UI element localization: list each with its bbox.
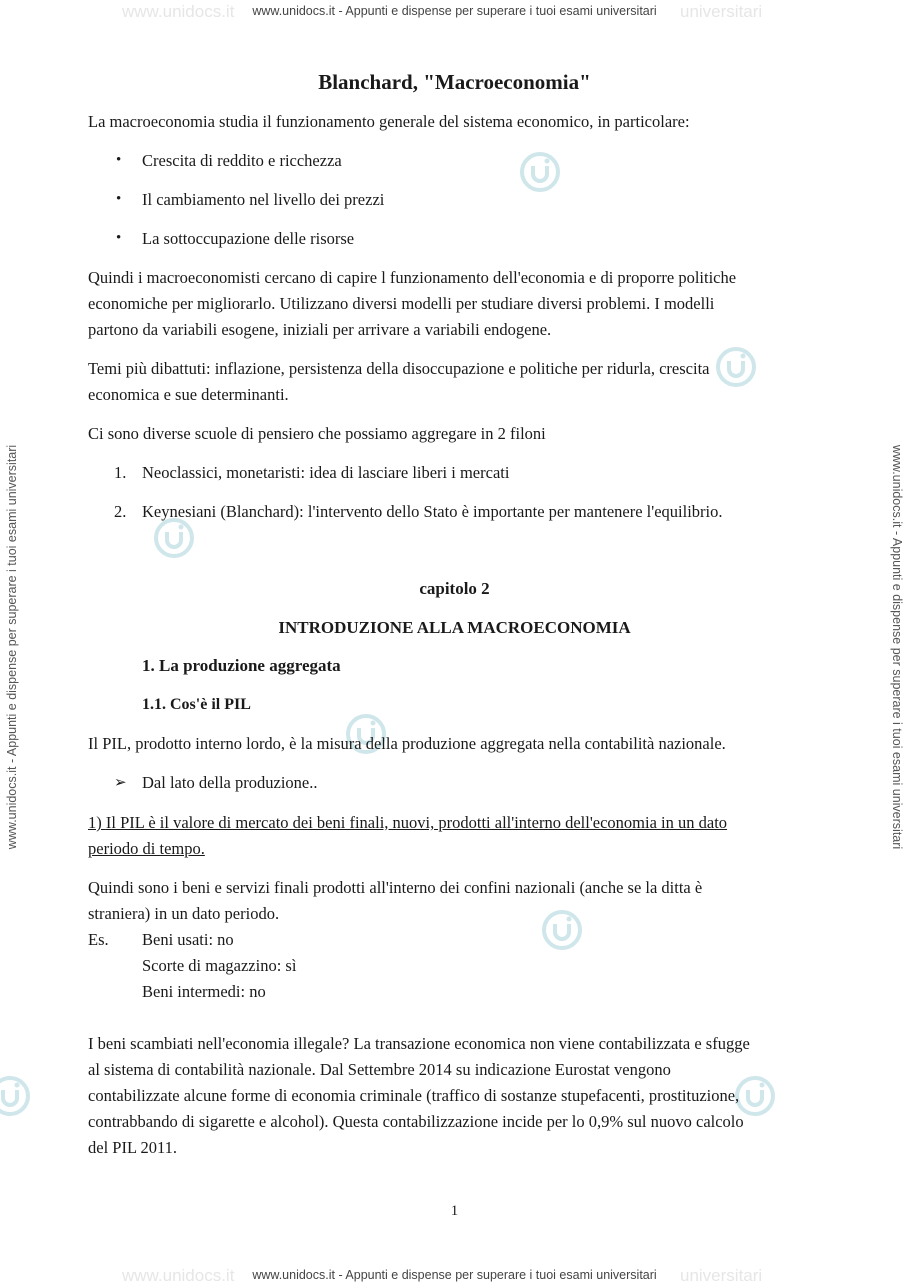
bullet-item: Il cambiamento nel livello dei prezzi (142, 190, 385, 209)
example-label: Es. (88, 930, 109, 949)
watermark-bottom: www.unidocs.it - Appunti e dispense per superare i tuoi esami universitari (252, 1268, 657, 1282)
definition-text: Il PIL è il valore di mercato dei beni finali, nuovi, prodotti all'interno dell'economia in un dato (105, 813, 728, 832)
watermark-ghost-top-right: universitari (680, 2, 763, 21)
bullet-marker: • (116, 152, 122, 168)
watermark-top: www.unidocs.it - Appunti e dispense per superare i tuoi esami universitari (252, 4, 657, 18)
document-title: Blanchard, "Macroeconomia" (318, 70, 591, 94)
paragraph-line: I beni scambiati nell'economia illegale? La transazione economica non viene contabilizzata e sfugge (88, 1034, 750, 1053)
chapter-label: capitolo 2 (419, 579, 490, 598)
intro-paragraph: La macroeconomia studia il funzionamento generale del sistema economico, in particolare: (88, 112, 690, 131)
paragraph-line: Quindi sono i beni e servizi finali prodotti all'interno dei confini nazionali (anche se la ditta è (88, 878, 703, 897)
paragraph-line: Quindi i macroeconomisti cercano di capire l funzionamento dell'economia e di proporre politiche (88, 268, 737, 287)
section-heading: 1. La produzione aggregata (142, 656, 341, 675)
paragraph-line: del PIL 2011. (88, 1138, 178, 1157)
definition-line: periodo di tempo. (88, 839, 205, 858)
bullet-item: La sottoccupazione delle risorse (142, 229, 355, 248)
page-number: 1 (450, 1203, 459, 1219)
numbered-item: Neoclassici, monetaristi: idea di lasciare liberi i mercati (142, 463, 510, 482)
numbered-item: Keynesiani (Blanchard): l'intervento dello Stato è importante per mantenere l'equilibrio. (142, 502, 723, 521)
chapter-title: INTRODUZIONE ALLA MACROECONOMIA (278, 618, 631, 637)
bullet-marker: • (116, 230, 122, 246)
example-item: Beni intermedi: no (142, 982, 266, 1001)
subsection-heading: 1.1. Cos'è il PIL (142, 696, 251, 713)
watermark-right: www.unidocs.it - Appunti e dispense per superare i tuoi esami universitari (890, 444, 904, 850)
paragraph-line: contrabbando di sigarette e alcohol). Questa contabilizzazione incide per lo 0,9% sul nuovo calcolo (88, 1112, 744, 1131)
pil-definition: Il PIL, prodotto interno lordo, è la misura della produzione aggregata nella contabilità nazionale. (88, 734, 726, 753)
example-item: Beni usati: no (142, 930, 234, 949)
arrow-item: Dal lato della produzione.. (142, 773, 318, 792)
watermark-ghost-top-left: www.unidocs.it (122, 2, 235, 21)
numbered-marker: 2. (114, 502, 127, 521)
paragraph-line: Ci sono diverse scuole di pensiero che possiamo aggregare in 2 filoni (88, 424, 546, 443)
paragraph-line: straniera) in un dato periodo. (88, 904, 280, 923)
paragraph-line: contabilizzate alcune forme di economia criminale (traffico di sostanze stupefacenti, prostituzione, (88, 1086, 740, 1105)
watermark-ghost-bottom-right: universitari (680, 1266, 763, 1285)
arrow-marker: ➢ (114, 775, 127, 791)
paragraph-line: economica e sue determinanti. (88, 385, 289, 404)
definition-line (88, 813, 727, 833)
paragraph-line: economiche per migliorarlo. Utilizzano diversi modelli per studiare diversi problemi. I modelli (88, 294, 715, 313)
definition-number: 1) (88, 813, 106, 832)
bullet-marker: • (116, 191, 122, 207)
watermark-ghost-bottom-left: www.unidocs.it (122, 1266, 235, 1285)
paragraph-line: al sistema di contabilità nazionale. Dal Settembre 2014 su indicazione Eurostat vengono (88, 1060, 671, 1079)
example-item: Scorte di magazzino: sì (142, 956, 297, 975)
bullet-item: Crescita di reddito e ricchezza (142, 151, 342, 170)
paragraph-line: partono da variabili esogene, iniziali per arrivare a variabili endogene. (88, 320, 552, 339)
watermark-left: www.unidocs.it - Appunti e dispense per superare i tuoi esami universitari (5, 444, 19, 850)
numbered-marker: 1. (114, 463, 127, 482)
paragraph-line: Temi più dibattuti: inflazione, persistenza della disoccupazione e politiche per ridurla, crescita (88, 359, 710, 378)
